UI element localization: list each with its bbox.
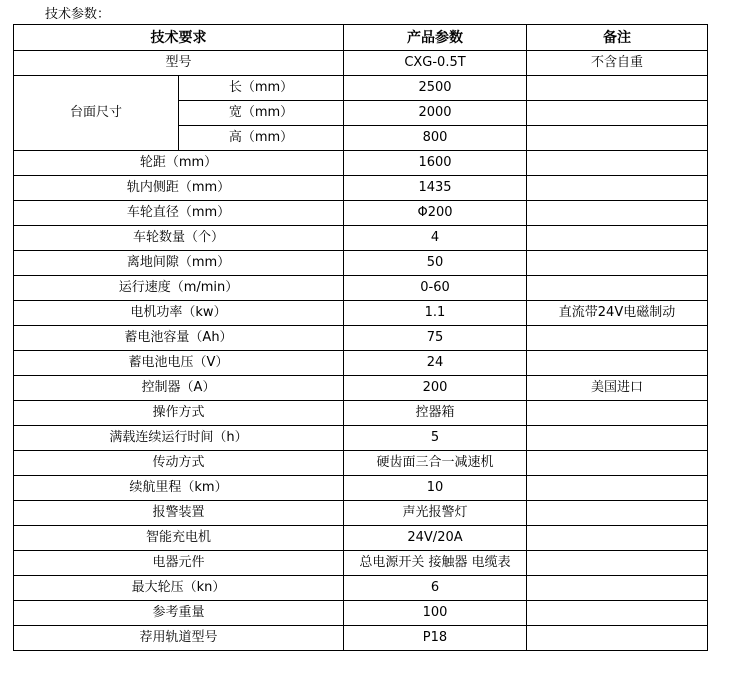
row-label: 智能充电机: [14, 526, 344, 551]
row-value: 0-60: [344, 276, 527, 301]
row-value: 2500: [344, 76, 527, 101]
row-value: 200: [344, 376, 527, 401]
row-label: 运行速度（m/min）: [14, 276, 344, 301]
table-row: [14, 76, 708, 101]
row-value: Φ200: [344, 201, 527, 226]
row-label: 电器元件: [14, 551, 344, 576]
section-caption: 技术参数：: [45, 7, 111, 22]
row-note: 不含自重: [527, 51, 708, 76]
table-row: [14, 401, 708, 426]
row-note: [527, 601, 708, 626]
row-label: 参考重量: [14, 601, 344, 626]
row-value: 1600: [344, 151, 527, 176]
row-value: 总电源开关 接触器 电缆表: [344, 551, 527, 576]
row-note: [527, 626, 708, 651]
row-note: [527, 101, 708, 126]
row-label: 轮距（mm）: [14, 151, 344, 176]
row-note: [527, 526, 708, 551]
spec-table: [13, 24, 708, 651]
row-value: 硬齿面三合一减速机: [344, 451, 527, 476]
row-label: 传动方式: [14, 451, 344, 476]
row-value: 2000: [344, 101, 527, 126]
table-row: [14, 626, 708, 651]
row-value: 24: [344, 351, 527, 376]
row-value: 100: [344, 601, 527, 626]
row-label: 离地间隙（mm）: [14, 251, 344, 276]
row-value: 1.1: [344, 301, 527, 326]
row-note: [527, 576, 708, 601]
row-sublabel: 长（mm）: [179, 76, 344, 101]
row-value: 50: [344, 251, 527, 276]
row-label: 车轮数量（个）: [14, 226, 344, 251]
row-value: P18: [344, 626, 527, 651]
row-note: [527, 476, 708, 501]
row-note: [527, 76, 708, 101]
row-note: [527, 201, 708, 226]
row-label: 控制器（A）: [14, 376, 344, 401]
header-row: [14, 25, 708, 51]
row-label: 轨内侧距（mm）: [14, 176, 344, 201]
row-note: [527, 401, 708, 426]
row-label: 最大轮压（kn）: [14, 576, 344, 601]
row-value: 声光报警灯: [344, 501, 527, 526]
table-row: [14, 151, 708, 176]
row-note: [527, 351, 708, 376]
header-requirement: 技术要求: [14, 25, 344, 51]
table-row: [14, 301, 708, 326]
table-row: [14, 576, 708, 601]
table-row: [14, 226, 708, 251]
row-value: 10: [344, 476, 527, 501]
table-row: [14, 476, 708, 501]
row-label: 荐用轨道型号: [14, 626, 344, 651]
header-note: 备注: [527, 25, 708, 51]
table-row: [14, 351, 708, 376]
row-note: 直流带24V电磁制动: [527, 301, 708, 326]
row-note: [527, 426, 708, 451]
row-value: CXG-0.5T: [344, 51, 527, 76]
table-row: [14, 551, 708, 576]
row-note: [527, 326, 708, 351]
table-row: [14, 501, 708, 526]
table-row: [14, 51, 708, 76]
row-value: 800: [344, 126, 527, 151]
row-label: 车轮直径（mm）: [14, 201, 344, 226]
row-label: 电机功率（kw）: [14, 301, 344, 326]
row-note: [527, 151, 708, 176]
table-row: [14, 326, 708, 351]
row-note: [527, 126, 708, 151]
row-label: 蓄电池容量（Ah）: [14, 326, 344, 351]
platform-size-label: 台面尺寸: [14, 76, 179, 151]
table-row: [14, 276, 708, 301]
table-row: [14, 176, 708, 201]
table-row: [14, 451, 708, 476]
row-value: 控器箱: [344, 401, 527, 426]
row-note: [527, 276, 708, 301]
row-label: 蓄电池电压（V）: [14, 351, 344, 376]
row-value: 5: [344, 426, 527, 451]
table-row: [14, 526, 708, 551]
row-label: 型号: [14, 51, 344, 76]
row-sublabel: 高（mm）: [179, 126, 344, 151]
table-row: [14, 601, 708, 626]
table-row: [14, 251, 708, 276]
row-note: [527, 501, 708, 526]
row-note: [527, 551, 708, 576]
row-value: 24V/20A: [344, 526, 527, 551]
table-row: [14, 426, 708, 451]
header-param: 产品参数: [344, 25, 527, 51]
row-note: [527, 451, 708, 476]
row-note: 美国进口: [527, 376, 708, 401]
row-sublabel: 宽（mm）: [179, 101, 344, 126]
row-note: [527, 176, 708, 201]
row-note: [527, 226, 708, 251]
row-value: 4: [344, 226, 527, 251]
row-value: 1435: [344, 176, 527, 201]
row-label: 续航里程（km）: [14, 476, 344, 501]
table-row: [14, 376, 708, 401]
row-label: 满载连续运行时间（h）: [14, 426, 344, 451]
row-label: 操作方式: [14, 401, 344, 426]
row-value: 6: [344, 576, 527, 601]
row-label: 报警装置: [14, 501, 344, 526]
row-value: 75: [344, 326, 527, 351]
row-note: [527, 251, 708, 276]
table-row: [14, 201, 708, 226]
